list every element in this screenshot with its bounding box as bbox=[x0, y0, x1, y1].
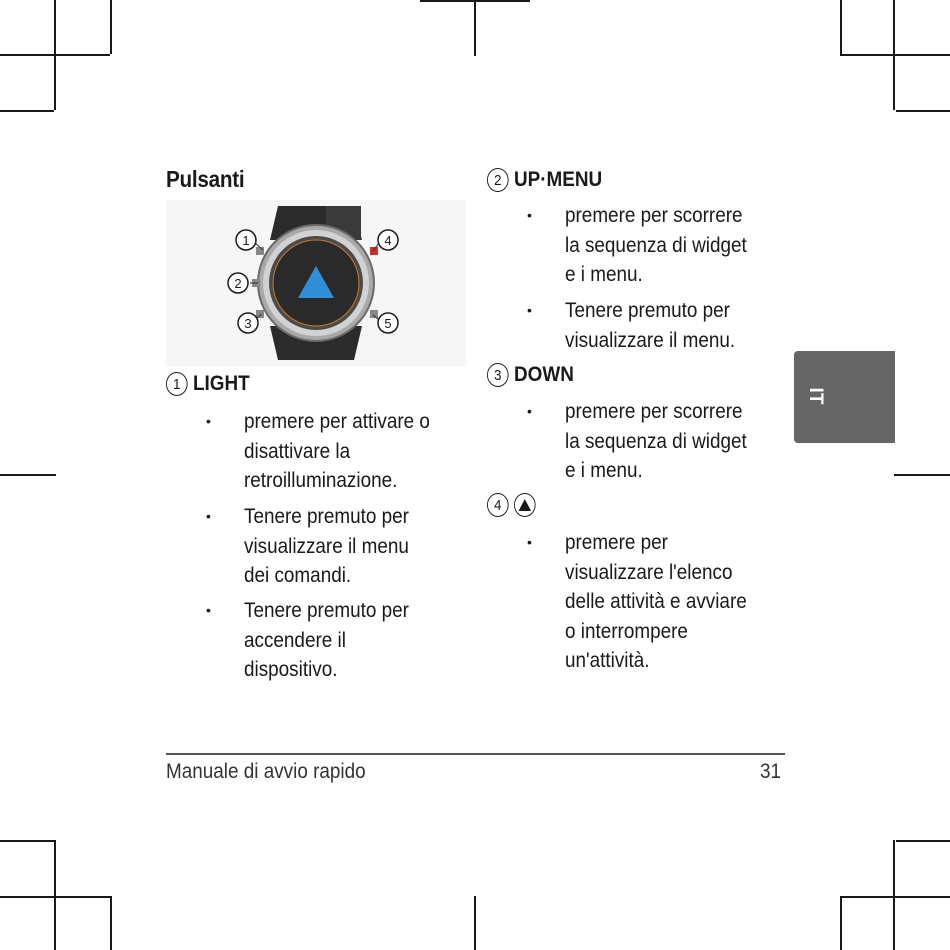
text-line: Tenere premuto per bbox=[244, 599, 409, 622]
button-3-label: DOWN bbox=[514, 363, 574, 386]
button-1-label: LIGHT bbox=[193, 372, 250, 395]
text-line: premere per bbox=[565, 531, 668, 554]
crop-mark bbox=[840, 0, 842, 54]
watch-callout-3-label: 3 bbox=[244, 316, 252, 331]
start-stop-triangle-icon bbox=[514, 493, 536, 517]
button-2-item-1 bbox=[565, 201, 747, 290]
watch-callout-5-label: 5 bbox=[384, 316, 392, 331]
crop-mark bbox=[893, 840, 895, 950]
crop-mark bbox=[840, 896, 842, 950]
text-line: e i menu. bbox=[565, 459, 643, 482]
crop-mark bbox=[54, 840, 56, 950]
button-2-item-2 bbox=[565, 296, 735, 355]
button-1-item-1 bbox=[244, 407, 430, 496]
button-2-label: UP·MENU bbox=[514, 168, 603, 191]
crop-mark bbox=[474, 896, 476, 950]
text-line: visualizzare il menu bbox=[244, 534, 409, 558]
text-line: visualizzare il menu. bbox=[565, 328, 736, 352]
button-4-item-1 bbox=[565, 528, 747, 676]
text-line: disattivare la bbox=[244, 439, 351, 463]
callout-number-4: 4 bbox=[487, 493, 509, 517]
crop-mark bbox=[840, 896, 950, 898]
watch-callout-2-label: 2 bbox=[234, 276, 242, 291]
button-3-item-1 bbox=[565, 397, 747, 486]
watch-callout-4-label: 4 bbox=[384, 233, 392, 248]
callout-number-1: 1 bbox=[166, 372, 188, 396]
text-line: la sequenza di widget bbox=[565, 233, 747, 257]
text-line: un'attività. bbox=[565, 649, 650, 672]
section-title: Pulsanti bbox=[166, 166, 245, 192]
watch-illustration bbox=[166, 200, 466, 366]
crop-mark bbox=[0, 110, 54, 112]
text-line: e i menu. bbox=[565, 263, 643, 286]
bullet-dot: • bbox=[206, 508, 211, 524]
callout-number-3: 3 bbox=[487, 363, 509, 387]
text-line: visualizzare l'elenco bbox=[565, 560, 733, 584]
crop-mark bbox=[0, 840, 54, 842]
crop-mark bbox=[894, 474, 950, 476]
text-line: premere per scorrere bbox=[565, 204, 743, 227]
text-line: la sequenza di widget bbox=[565, 429, 747, 453]
button-2-heading bbox=[487, 168, 602, 192]
bullet-dot: • bbox=[527, 534, 532, 550]
text-line: Tenere premuto per bbox=[565, 299, 730, 322]
button-4-heading bbox=[487, 493, 536, 517]
crop-mark bbox=[0, 54, 110, 56]
crop-mark bbox=[0, 474, 56, 476]
crop-mark bbox=[110, 896, 112, 950]
crop-mark bbox=[420, 0, 530, 2]
text-line: Tenere premuto per bbox=[244, 505, 409, 528]
bullet-dot: • bbox=[527, 302, 532, 318]
crop-mark bbox=[0, 896, 110, 898]
text-line: premere per scorrere bbox=[565, 400, 743, 423]
bullet-dot: • bbox=[206, 413, 211, 429]
text-line: o interrompere bbox=[565, 619, 688, 643]
button-1-item-3 bbox=[244, 596, 409, 685]
crop-mark bbox=[110, 0, 112, 54]
bullet-dot: • bbox=[527, 403, 532, 419]
footer-divider bbox=[166, 753, 785, 755]
callout-number-2: 2 bbox=[487, 168, 509, 192]
text-line: accendere il bbox=[244, 628, 346, 652]
watch-callout-1-label: 1 bbox=[242, 233, 250, 248]
bullet-dot: • bbox=[527, 207, 532, 223]
text-line: retroilluminazione. bbox=[244, 469, 398, 492]
text-line: dispositivo. bbox=[244, 658, 338, 681]
text-line: dei comandi. bbox=[244, 564, 352, 587]
button-1-heading bbox=[166, 372, 250, 396]
button-3-heading bbox=[487, 363, 574, 387]
text-line: delle attività e avviare bbox=[565, 590, 747, 613]
page-number: 31 bbox=[760, 760, 782, 783]
crop-mark bbox=[474, 0, 476, 56]
footer-manual-title: Manuale di avvio rapido bbox=[166, 760, 366, 783]
button-1-item-2 bbox=[244, 502, 409, 591]
crop-mark bbox=[896, 110, 950, 112]
language-tab-label: IT bbox=[805, 387, 826, 405]
crop-mark bbox=[840, 54, 950, 56]
crop-mark bbox=[896, 840, 950, 842]
bullet-dot: • bbox=[206, 602, 211, 618]
text-line: premere per attivare o bbox=[244, 410, 430, 433]
